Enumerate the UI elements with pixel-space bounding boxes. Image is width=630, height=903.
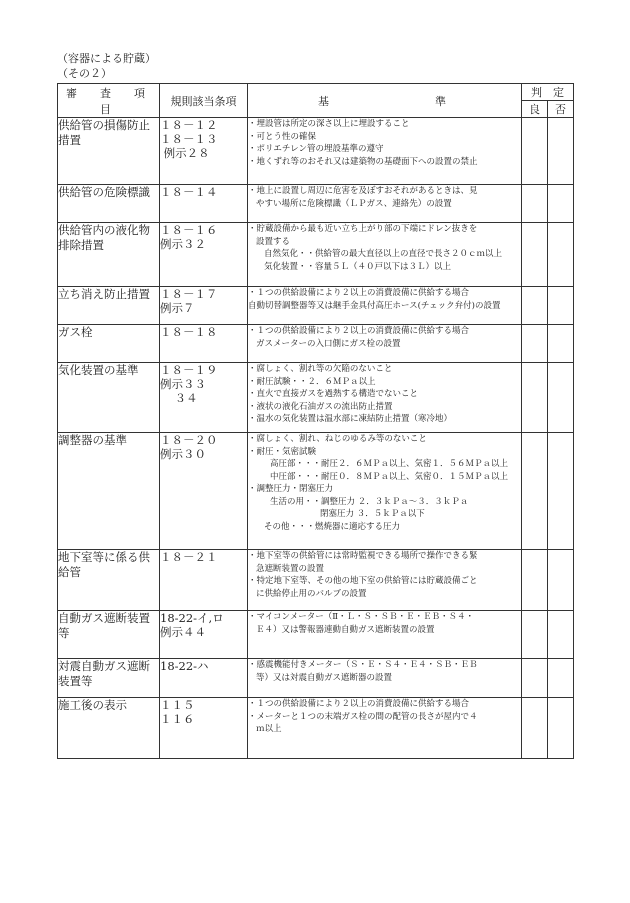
standard-line: ・可とう性の確保	[248, 131, 317, 142]
judgment-bad-cell[interactable]	[548, 550, 574, 611]
rule-clause-cell: １８－１７ 例示７	[160, 287, 248, 325]
standard-line: 急遮断装置の設置	[256, 563, 325, 574]
judgment-bad-cell[interactable]	[548, 611, 574, 659]
table-row	[58, 287, 574, 325]
standard-line: ・ポリエチレン管の埋設基準の遵守	[248, 144, 384, 154]
caption-storage-type: （容器による貯蔵）	[57, 52, 156, 65]
review-item-cell: 施工後の表示	[58, 698, 160, 759]
judgment-good-cell[interactable]	[522, 659, 548, 698]
standard-line: 高圧部・・・耐圧２．６ＭＰａ以上、気密１．５６ＭＰａ以上	[270, 459, 509, 469]
judgment-good-cell[interactable]	[522, 433, 548, 550]
review-item-cell: 調整器の基準	[58, 433, 160, 550]
judgment-bad-cell[interactable]	[548, 659, 574, 698]
judgment-bad-cell[interactable]	[548, 698, 574, 759]
standard-line: その他・・・燃焼器に適応する圧力	[264, 521, 401, 532]
standard-cell	[248, 550, 522, 611]
judgment-bad-cell[interactable]	[548, 287, 574, 325]
standard-line: に供給停止用のバルブの設置	[256, 588, 367, 599]
judgment-good-cell[interactable]	[522, 223, 548, 287]
header-standard-a: 基	[318, 94, 329, 108]
judgment-bad-cell[interactable]	[548, 363, 574, 433]
judgment-good-cell[interactable]	[522, 550, 548, 611]
review-item-cell: 立ち消え防止措置	[58, 287, 160, 325]
judgment-good-cell[interactable]	[522, 325, 548, 363]
rule-clause-cell: １８－１８	[160, 325, 248, 363]
review-item-cell: 気化装置の基準	[58, 363, 160, 433]
standard-line: やすい場所に危険標識（ＬＰガス、連絡先）の設置	[256, 198, 452, 209]
header-standard	[248, 84, 522, 118]
standard-cell	[248, 611, 522, 659]
review-item-cell: 供給管の損傷防止措置	[58, 118, 160, 185]
standard-line: ・１つの供給設備により２以上の消費設備に供給する場合	[248, 288, 470, 298]
header-good: 良	[522, 101, 548, 118]
standard-line: ・温水の気化装置は温水部に凍結防止措置（寒冷地）	[248, 414, 453, 424]
rule-clause-cell: １１５ １１６	[160, 698, 248, 759]
standard-line: ・マイコンメーター（Ⅱ・Ｌ・Ｓ・ＳＢ・Ｅ・ＥＢ・Ｓ４・	[248, 612, 475, 622]
inspection-table	[57, 83, 574, 759]
table-row	[58, 550, 574, 611]
review-item-cell: 地下室等に係る供給管	[58, 550, 160, 611]
standard-line: Ｅ４）又は警報器連動自動ガス遮断装置の設置	[256, 624, 435, 635]
standard-line: ・特定地下室等、その他の地下室の供給管には貯蔵設備ごと	[248, 576, 478, 586]
standard-line: 中圧部・・・耐圧０．８ＭＰａ以上、気密０．１５ＭＰａ以上	[270, 471, 509, 482]
review-item-cell: ガス栓	[58, 325, 160, 363]
standard-line: ・調整圧力・閉塞圧力	[248, 484, 334, 494]
rule-clause-cell: 18-22-ハ	[160, 659, 248, 698]
rule-clause-cell: １８－２１	[160, 550, 248, 611]
standard-line: 自然気化・・供給管の最大直径以上の直径で長さ２０ｃｍ以上	[264, 249, 503, 259]
judgment-good-cell[interactable]	[522, 287, 548, 325]
judgment-good-cell[interactable]	[522, 611, 548, 659]
standard-line: ・地下室等の供給管には常時監視できる場所で操作できる緊	[248, 551, 478, 561]
judgment-bad-cell[interactable]	[548, 433, 574, 550]
header-rule: 規則該当条項	[160, 84, 248, 118]
standard-line: 自動切替調整器等又は継手金具付高圧ホース(チェック弁付)の設置	[248, 300, 501, 311]
table-row	[58, 611, 574, 659]
standard-cell	[248, 325, 522, 363]
standard-cell	[248, 433, 522, 550]
table-row	[58, 363, 574, 433]
standard-line: ・耐圧試験・・２．６ＭＰａ以上	[248, 376, 376, 387]
review-item-cell: 対震自動ガス遮断装置等	[58, 659, 160, 698]
table-row	[58, 698, 574, 759]
standard-line: ・腐しょく、割れ、ねじのゆるみ等のないこと	[248, 434, 427, 444]
table-row	[58, 223, 574, 287]
header-item: 審 査 項 目	[58, 84, 160, 118]
caption-part-number: （その２）	[57, 67, 112, 80]
standard-line: ・耐圧・気密試験	[248, 446, 317, 457]
judgment-bad-cell[interactable]	[548, 185, 574, 223]
standard-cell	[248, 698, 522, 759]
rule-clause-cell: １８－１２ １８－１３ 例示２８	[160, 118, 248, 185]
standard-line: ・埋設管は所定の深さ以上に埋設すること	[248, 119, 410, 129]
standard-line: 閉塞圧力 ３．５ｋＰａ以下	[320, 509, 425, 519]
judgment-good-cell[interactable]	[522, 698, 548, 759]
standard-cell	[248, 659, 522, 698]
standard-cell	[248, 185, 522, 223]
standard-line: 設置する	[256, 236, 291, 247]
table-row	[58, 325, 574, 363]
standard-line: ・地上に設置し周辺に危害を及ぼすおそれがあるときは、見	[248, 186, 478, 196]
standard-line: ・貯蔵設備から最も近い立ち上がり部の下端にドレン抜きを	[248, 224, 478, 234]
rule-clause-cell: １８－１９ 例示３３ ３４	[160, 363, 248, 433]
judgment-bad-cell[interactable]	[548, 223, 574, 287]
review-item-cell: 供給管内の液化物排除措置	[58, 223, 160, 287]
rule-clause-cell: １８－１６ 例示３２	[160, 223, 248, 287]
rule-clause-cell: １８－２０ 例示３０	[160, 433, 248, 550]
rule-clause-cell: 18-22-イ,ロ 例示４４	[160, 611, 248, 659]
table-row	[58, 659, 574, 698]
standard-cell	[248, 223, 522, 287]
table-row	[58, 433, 574, 550]
standard-line: 気化装置・・容量５Ｌ（４０戸以下は３Ｌ）以上	[264, 261, 452, 272]
standard-line: ・地くずれ等のおそれ又は建築物の基礎面下への設置の禁止	[248, 156, 478, 167]
judgment-good-cell[interactable]	[522, 185, 548, 223]
standard-line: ｍ以上	[256, 724, 282, 734]
standard-line: ・感震機能付きメーター（Ｓ・Ｅ・Ｓ４・Ｅ４・ＳＢ・ＥＢ	[248, 660, 478, 670]
review-item-cell: 供給管の危険標識	[58, 185, 160, 223]
header-standard-b: 準	[435, 94, 446, 108]
table-row	[58, 118, 574, 185]
standard-line: ・１つの供給設備により２以上の消費設備に供給する場合	[248, 326, 470, 336]
standard-line: ・腐しょく、割れ等の欠陥のないこと	[248, 364, 393, 374]
standard-cell	[248, 363, 522, 433]
judgment-bad-cell[interactable]	[548, 325, 574, 363]
rule-clause-cell: １８－１４	[160, 185, 248, 223]
standard-line: ・メーターと１つの末端ガス栓の間の配管の長さが屋内で４	[248, 711, 478, 722]
standard-line: 等）又は対震自動ガス遮断器の設置	[256, 672, 393, 683]
review-item-cell: 自動ガス遮断装置等	[58, 611, 160, 659]
standard-cell	[248, 287, 522, 325]
table-row	[58, 185, 574, 223]
standard-line: ・液状の液化石油ガスの流出防止措置	[248, 401, 393, 412]
standard-line: 生活の用・・調整圧力 ２．３ｋＰａ～３．３ｋＰａ	[270, 496, 469, 507]
judgment-good-cell[interactable]	[522, 363, 548, 433]
header-judgment: 判 定	[522, 84, 574, 101]
standard-line: ・直火で直接ガスを過熱する構造でないこと	[248, 389, 419, 399]
standard-line: ガスメーターの入口側にガス栓の設置	[256, 338, 401, 349]
header-bad: 否	[548, 101, 574, 118]
judgment-good-cell[interactable]	[522, 118, 548, 185]
standard-line: ・１つの供給設備により２以上の消費設備に供給する場合	[248, 699, 470, 709]
standard-cell	[248, 118, 522, 185]
judgment-bad-cell[interactable]	[548, 118, 574, 185]
